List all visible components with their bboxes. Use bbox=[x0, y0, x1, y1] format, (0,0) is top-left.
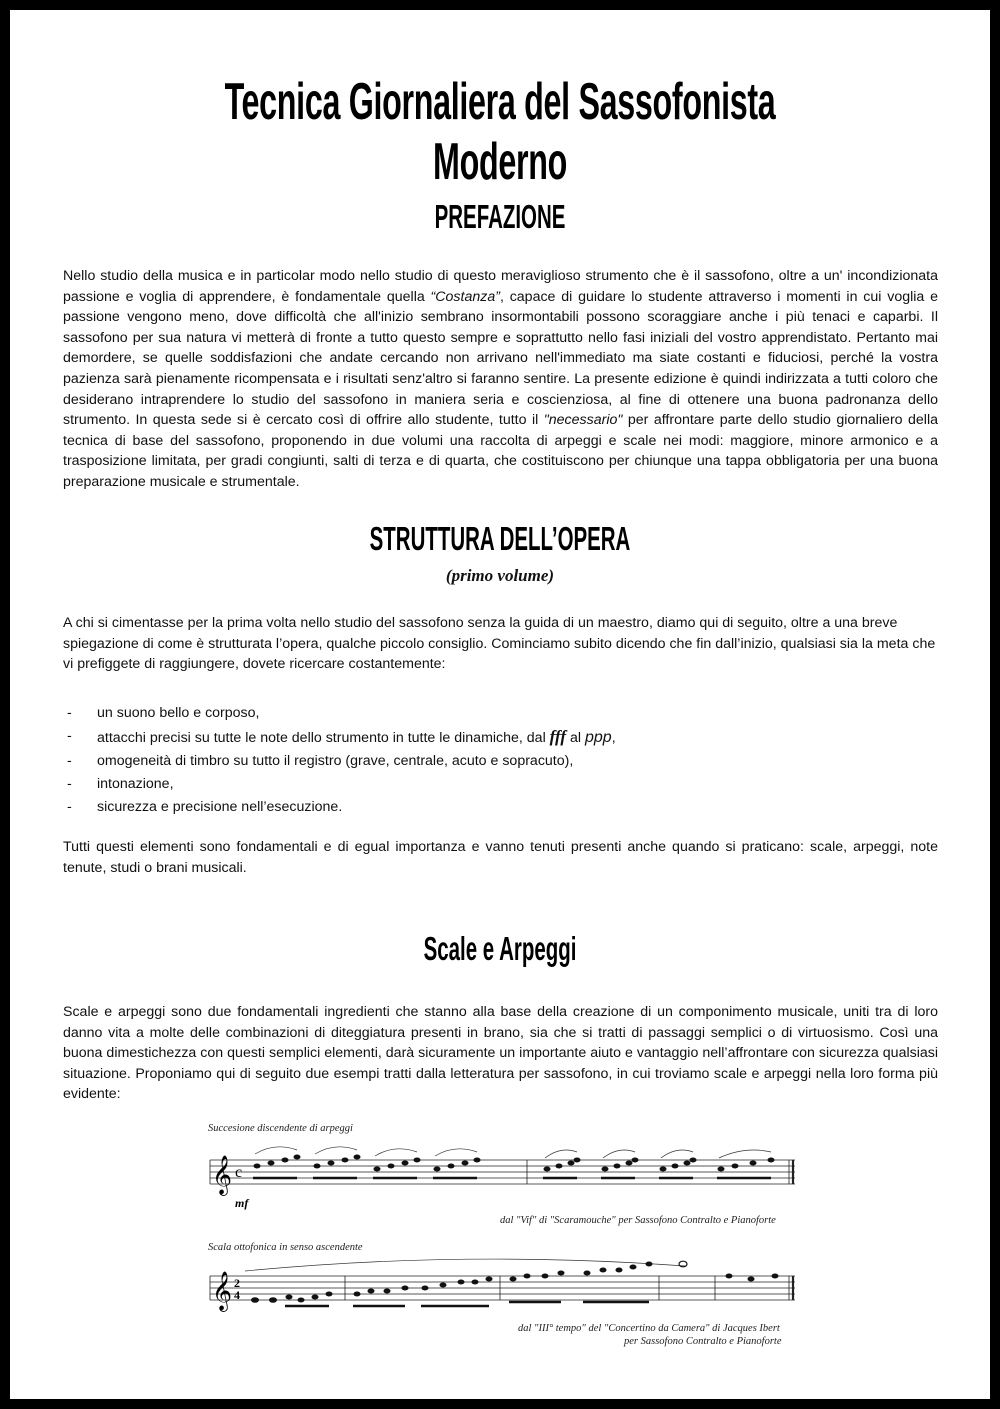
prefazione-paragraph bbox=[63, 266, 938, 493]
dynamic-fff: fff bbox=[549, 727, 567, 746]
example1-staff bbox=[205, 1140, 805, 1210]
requirements-list bbox=[63, 702, 923, 819]
struttura-closing: Tutti questi elementi sono fondamentali e di egual importanza e vanno tenuti presenti anche quando si praticano: scale, arpeggi, note tenute, studi o brani musicali. bbox=[63, 839, 938, 876]
prefazione-text-2: , capace di guidare lo studente attraverso i momenti in cui voglia e passione vengono meno, dove difficoltà che all'inizio sembrano insormontabili possono scoraggiare anche i più tenaci e caparbi. Il sassofono per sua natura vi metterà di fronte a tutto questo sempre e soprattutto nello fasi iniziali del vostro apprendistato. Pertanto mai demordere, se quelle soddisfazioni che andate cercando non arrivano nell'immediato ma siate costanti e fiduciosi, perché la vostra pazienza sarà pienamente ricompensata e i risultati senz'altro si faranno sentire. La presente edizione è quindi indirizzata a tutti coloro che desiderano intraprendere lo studio del sassofono in maniera seria e coscienziosa, al fine di ottenere una buona padronanza dello strumento. In questa sede si è cercato così di offrire allo studente, tutto il bbox=[63, 288, 938, 429]
example1-source: dal "Vif" di "Scaramouche" per Sassofono Contralto e Pianoforte bbox=[500, 1215, 776, 1226]
dynamic-ppp: ppp bbox=[584, 729, 612, 746]
prefazione-text-3: per affrontare parte dello studio giornaliero della tecnica di base del sassofono, proponendo in due volumi una raccolta di arpeggi e scale nei modi: maggiore, minore armonico e a trasposizione limitata, per gradi congiunti, salti di terza e di quarta, che costituiscono per chiunque una tappa obbligatoria per una buona preparazione musicale e strumentale. bbox=[63, 412, 938, 490]
list-item-text: al bbox=[566, 730, 585, 746]
struttura-heading: STRUTTURA DELL’OPERA bbox=[369, 520, 631, 557]
struttura-subheading: (primo volume) bbox=[445, 566, 555, 585]
list-dash: - bbox=[67, 705, 72, 721]
list-item-text: un suono bello e corposo, bbox=[97, 705, 260, 721]
prefazione-emphasis-2: "necessario" bbox=[543, 412, 623, 429]
example2-staff bbox=[205, 1256, 805, 1318]
treble-clef-icon: 𝄞 bbox=[212, 1155, 233, 1195]
prefazione-text-1: Nello studio della musica e in particolar modo nello studio di questo meraviglioso strumento che è il sassofono, oltre a un' incondizionata passione e voglia di apprendere, è fondamentale quella bbox=[63, 268, 938, 305]
list-item bbox=[63, 773, 923, 796]
list-item bbox=[63, 725, 923, 750]
example2-source-line1: dal "III° tempo" del "Concertino da Camera" di Jacques Ibert bbox=[518, 1323, 780, 1334]
example1-label: Succesione discendente di arpeggi bbox=[208, 1123, 353, 1134]
list-item bbox=[63, 750, 923, 773]
list-dash: - bbox=[67, 776, 72, 792]
struttura-intro: A chi si cimentasse per la prima volta nello studio del sassofono senza la guida di un maestro, diamo qui di seguito, oltre a una breve spiegazione di come è strutturata l’opera, qualche piccolo consiglio. Cominciamo subito dicendo che fin dall’inizio, qualsiasi sia la meta che vi prefiggete di raggiungere, dovete ricercare costantemente: bbox=[63, 615, 936, 673]
list-dash: - bbox=[67, 799, 72, 815]
list-item-text: omogeneità di timbro su tutto il registro (grave, centrale, acuto e sopracuto), bbox=[97, 753, 574, 769]
page bbox=[10, 10, 990, 1399]
list-dash: - bbox=[67, 728, 72, 744]
list-item-text: intonazione, bbox=[97, 776, 174, 792]
dynamic-mark: mf bbox=[235, 1196, 249, 1210]
list-item bbox=[63, 702, 923, 725]
list-item-text: attacchi precisi su tutte le note dello strumento in tutte le dinamiche, dal bbox=[97, 730, 550, 746]
list-item bbox=[63, 796, 923, 819]
list-dash: - bbox=[67, 753, 72, 769]
document-title: Tecnica Giornaliera del Sassofonista Moderno bbox=[224, 73, 776, 191]
treble-clef-icon: 𝄞 bbox=[212, 1271, 233, 1311]
prefazione-heading: PREFAZIONE bbox=[434, 198, 566, 235]
time-signature-top: 2 bbox=[234, 1276, 240, 1290]
scale-paragraph: Scale e arpeggi sono due fondamentali ingredienti che stanno alla base della creazione di un componimento musicale, uniti tra di loro danno vita a molte delle combinazioni di diteggiatura presenti in brano, sia che si tratti di passaggi semplici o di virtuosismo. Così una buona dimestichezza con questi semplici elementi, darà sicuramente un importante aiuto e vantaggio nell’affrontare con sicurezza qualsiasi situazione. Proponiamo qui di seguito due esempi tratti dalla letteratura per sassofono, in cui troviamo scale e arpeggi nella loro forma più evidente: bbox=[63, 1004, 938, 1103]
prefazione-emphasis: “Costanza” bbox=[430, 288, 500, 305]
time-signature-bottom: 4 bbox=[234, 1288, 240, 1302]
example2-source-line2: per Sassofono Contralto e Pianoforte bbox=[624, 1336, 782, 1347]
list-item-text: sicurezza e precisione nell’esecuzione. bbox=[97, 799, 343, 815]
scale-heading: Scale e Arpeggi bbox=[423, 930, 577, 967]
example2-label: Scala ottofonica in senso ascendente bbox=[208, 1242, 363, 1253]
time-signature: c bbox=[235, 1164, 243, 1181]
list-item-text: , bbox=[611, 730, 616, 746]
